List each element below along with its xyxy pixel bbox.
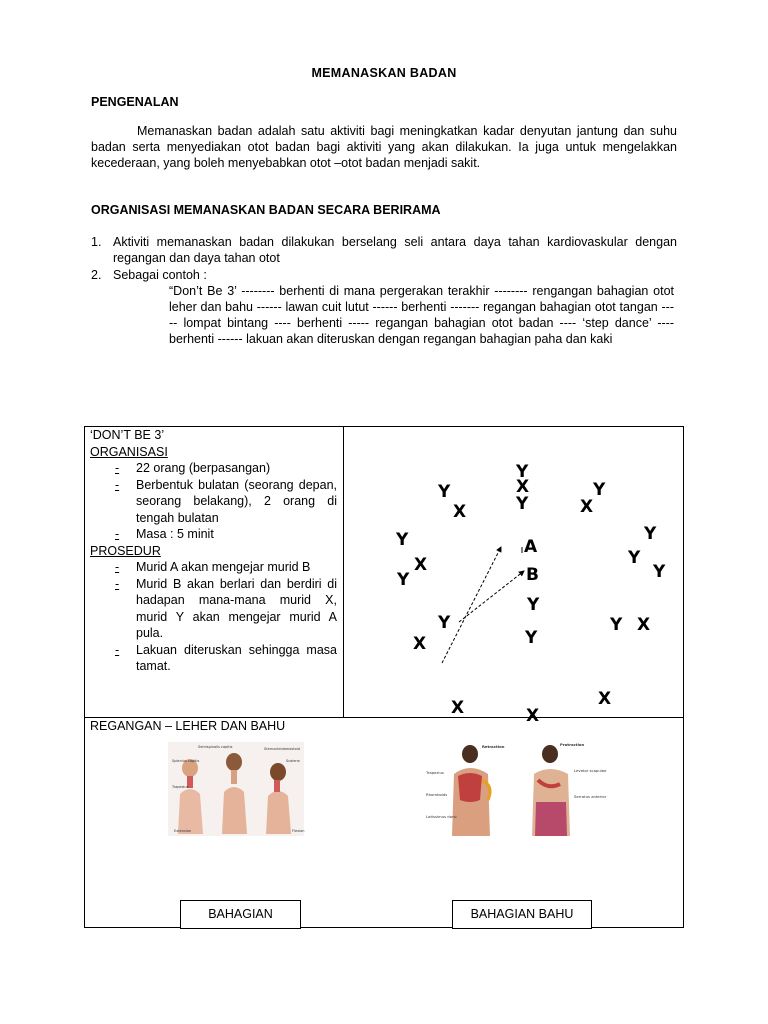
marker-x: X (451, 698, 465, 718)
list-item (90, 559, 337, 576)
marker-y: Y (396, 530, 409, 550)
org-heading: ORGANISASI MEMANASKAN BADAN SECARA BERIRAMA (91, 203, 441, 217)
game-cell (90, 427, 337, 675)
marker-y: Y (644, 524, 657, 544)
marker-x: X (598, 689, 612, 709)
list-item (91, 234, 677, 266)
image-label: Sternocleidomastoid (264, 747, 300, 751)
marker-y: Y (438, 482, 451, 502)
image-label: Retraction (482, 744, 505, 749)
intro-paragraph (91, 123, 677, 171)
example-quote: “Don’t Be 3’ -------- berhenti di mana pergerakan terakhir -------- rengangan bahagian otot leher dan bahu ------ lawan cuit lutut ------ berhenti ------- regangan bahagian otot tangan ----- lompat bintang ---- berhenti ----- regangan bahagian otot badan ---- ‘step dance’ ---- berhenti ------ lakuan akan diteruskan dengan regangan bahagian paha dan kaki (169, 284, 674, 346)
marker-x: X (580, 497, 594, 517)
image-label: Semispinalis capitis (198, 745, 233, 749)
image-label: Latissimus dorsi (426, 814, 457, 819)
list-number: 1. (91, 235, 102, 249)
image-label: Serratus anterior (574, 794, 607, 799)
marker-y: Y (525, 628, 538, 648)
student-a: A (524, 537, 538, 557)
marker-y: Y (610, 615, 623, 635)
marker-y: Y (593, 480, 606, 500)
marker-y: Y (527, 595, 540, 615)
marker-y: Y (628, 548, 641, 568)
list-item (90, 477, 337, 527)
marker-x: X (637, 615, 651, 635)
image-label: Splenius capitis (172, 759, 200, 763)
intro-heading: PENGENALAN (91, 95, 179, 109)
bullet-dash: - (115, 642, 120, 657)
list-text: Sebagai contoh : (113, 268, 207, 282)
image-label: Rhomboids (426, 792, 448, 797)
marker-x: X (453, 502, 467, 522)
caption-left-box: BAHAGIAN (180, 900, 301, 929)
list-text: Aktiviti memanaskan badan dilakukan berselang seli antara daya tahan kardiovaskular dengan regangan dan daya tahan otot (113, 235, 677, 265)
bullet-dash: - (115, 527, 120, 541)
bullet-dash: - (115, 560, 120, 574)
image-label: Levator scapulae (574, 768, 607, 773)
list-item (90, 576, 337, 642)
marker-x: X (414, 555, 428, 575)
org-item-text: Masa : 5 minit (136, 527, 214, 541)
organisation-label: ORGANISASI (90, 444, 168, 459)
bullet-dash: - (115, 477, 120, 492)
org-item-text: 22 orang (berpasangan) (136, 461, 271, 475)
marker-x: X (413, 634, 427, 654)
procedure-item-text: Lakuan diteruskan sehingga masa tamat. (136, 642, 337, 673)
marker-y: Y (438, 613, 451, 633)
chase-arrow-a (442, 547, 501, 663)
bullet-dash: - (115, 576, 120, 591)
marker-y: Y (397, 570, 410, 590)
list-item (90, 460, 337, 477)
image-label: Trapezius (172, 785, 189, 789)
student-b: B (526, 565, 539, 585)
procedure-label: PROSEDUR (90, 543, 161, 558)
chase-arrow-b (459, 571, 524, 622)
image-label: Protraction (560, 742, 585, 747)
neck-stretch-image (168, 742, 304, 836)
image-label: Trapezius (426, 770, 444, 775)
list-item (90, 642, 337, 675)
game-title: ‘DON’T BE 3’ (90, 428, 165, 442)
list-item (91, 267, 677, 283)
caption-right-box: BAHAGIAN BAHU (452, 900, 592, 929)
document-title: MEMANASKAN BADAN (311, 66, 457, 80)
procedure-item-text: Murid B akan berlari dan berdiri di hadapan mana-mana murid X, murid Y akan mengejar murid A pula. (136, 576, 337, 640)
image-label: Extension (174, 829, 192, 833)
image-label: Flexion (292, 829, 305, 833)
stretch-title: REGANGAN – LEHER DAN BAHU (90, 719, 286, 733)
marker-y: Y (516, 494, 529, 514)
image-label: Scalene (286, 759, 300, 763)
marker-x: X (526, 706, 540, 726)
list-number: 2. (91, 268, 102, 282)
intro-text: Memanaskan badan adalah satu aktiviti bagi meningkatkan kadar denyutan jantung dan suhu badan serta menyediakan otot badan bagi aktiviti yang akan dilakukan. Ia juga untuk mengelakkan kecederaan, yang boleh menyebabkan otot –otot badan menjadi sakit. (91, 124, 677, 170)
marker-y: Y (516, 462, 529, 482)
formation-diagram (344, 427, 683, 727)
procedure-item-text: Murid A akan mengejar murid B (136, 560, 311, 574)
marker-x: X (516, 477, 530, 497)
bullet-dash: - (115, 461, 120, 475)
org-item-text: Berbentuk bulatan (seorang depan, seorang belakang), 2 orang di tengah bulatan (136, 477, 337, 525)
shoulder-stretch-image (424, 740, 607, 840)
list-item (90, 526, 337, 543)
marker-y: Y (653, 562, 666, 582)
